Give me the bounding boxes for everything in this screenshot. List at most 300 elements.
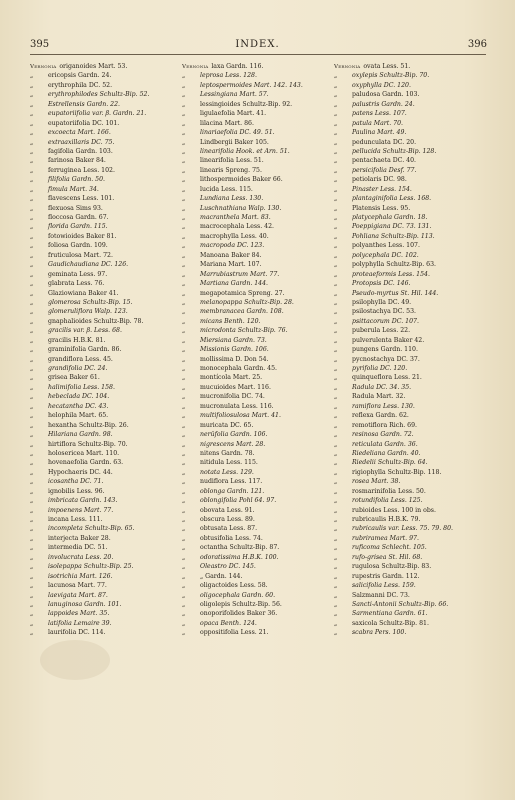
index-entry [30,156,182,165]
genus-marker: „ [182,516,186,523]
species-name: quinqueflora Less. 21. [352,374,422,382]
index-entry [182,213,334,222]
species-name: erythrophilodes Schultz-Bip. 52. [48,91,150,99]
genus-marker: „ [334,478,338,486]
index-entry [182,128,334,137]
index-entry [334,553,486,562]
index-entry [334,496,486,505]
genus-marker: „ [334,468,338,476]
species-name: halimifolia Less. 158. [48,383,115,391]
species-name: isolepappa Schultz-Bip. 25. [48,563,134,571]
index-entry [30,213,182,222]
species-name: foliosa Gardn. 109. [48,242,108,250]
index-entry [30,411,182,420]
genus-marker: „ [334,553,338,561]
index-entry [182,345,334,354]
genus-marker: „ [30,242,34,250]
index-entry [334,279,486,288]
species-name: Sarmentiana Gardn. 61. [352,610,428,618]
species-name: Poeppigiana DC. 73. 131. [352,223,432,231]
species-name: oppositifolia Less. 21. [200,629,269,637]
genus-marker: „ [334,242,338,250]
species-name: saxicola Schultz-Bip. 81. [352,619,429,627]
index-entry [334,572,486,581]
species-name: oligolepis Schultz-Bip. 56. [200,600,282,608]
genus-marker: „ [30,374,34,382]
index-entry [30,232,182,241]
index-entry [334,355,486,364]
genus-marker: „ [182,440,186,448]
species-name: rubricaulis H.B.K. 79. [352,516,421,523]
index-entry [182,402,334,411]
genus-marker: „ [182,204,186,212]
genus-marker: „ [334,251,338,259]
genus-marker: „ [334,506,338,514]
genus-marker: „ [30,214,34,221]
index-entry [334,62,486,71]
species-name: mucronulata Less. 116. [200,402,274,410]
species-name: oblonga Gardn. 121. [200,487,265,495]
species-name: onoporifolides Baker 36. [200,610,278,618]
genus-marker: „ [182,487,186,495]
index-entry [334,222,486,231]
index-entry [30,204,182,213]
genus-marker: „ [30,553,34,561]
genus-marker: „ [334,195,338,203]
species-name: origanoides Mart. 53. [59,63,128,70]
index-entry [30,543,182,552]
species-name: montícola Mart. 25. [200,374,263,382]
species-name: petiolaris DC. 98. [352,176,407,184]
species-name: Lindbergii Baker 105. [200,138,269,146]
index-entry [334,487,486,496]
genus-marker: „ [334,298,338,306]
index-entry [182,458,334,467]
genus-marker: „ [334,270,338,278]
species-name: grandiflora Less. 45. [48,355,113,363]
genus-marker: „ [334,459,338,467]
index-entry [182,156,334,165]
index-entry [182,515,334,524]
genus-marker: Vernonia [182,64,209,70]
index-entry [30,364,182,373]
genus-marker: „ [30,157,34,165]
index-entry [182,562,334,571]
index-entry [334,251,486,260]
species-name: laevigata Mart. 87. [48,591,108,599]
species-name: pulverulenta Baker 42. [352,336,425,344]
species-name: obtusata Less. 87. [200,525,258,533]
species-name: hirtiflora Schultz-Bip. 70. [48,440,128,448]
genus-marker: „ [30,534,34,542]
index-entry [334,156,486,165]
genus-marker: „ [334,129,338,137]
index-entry [30,515,182,524]
index-entry [182,506,334,515]
index-entry [30,81,182,90]
species-name: „ Gardn. 144. [200,572,243,580]
genus-marker: „ [30,232,34,240]
index-entry [30,373,182,382]
index-entry [334,289,486,298]
index-entry [182,289,334,298]
index-entry [334,185,486,194]
genus-marker: „ [182,525,186,533]
species-name: microdonta Schultz-Bip. 76. [200,327,288,335]
species-name: multifoliosulosa Mart. 41. [200,412,281,420]
genus-marker: „ [30,72,34,80]
species-name: intermedia DC. 51. [48,544,108,552]
index-entry [182,175,334,184]
species-name: hovenaefolia Gardn. 63. [48,459,124,467]
index-entry [334,109,486,118]
species-name: paludosa Gardn. 103. [352,91,420,99]
species-name: extraaxillaris DC. 75. [48,138,115,146]
index-entry [182,260,334,269]
index-entry [30,185,182,194]
index-entry [182,204,334,213]
species-name: plantaginifolia Less. 168. [352,195,432,203]
index-entry [182,279,334,288]
genus-marker: „ [334,355,338,363]
index-entry [30,392,182,401]
species-name: Missionis Gardn. 106. [200,346,269,354]
species-name: nitidula Less. 115. [200,459,258,467]
genus-marker: „ [182,431,186,439]
species-name: membranacea Gardn. 108. [200,308,284,316]
genus-marker: „ [182,393,186,401]
index-entry [30,175,182,184]
species-name: mucronifolia DC. 74. [200,393,265,401]
species-name: pentachaeta DC. 40. [352,157,416,165]
genus-marker: „ [30,298,34,306]
species-name: Estrellensis Gardn. 22. [48,100,121,108]
index-column-3 [334,62,486,638]
genus-marker: „ [334,138,338,146]
index-entry [182,90,334,99]
index-entry [334,373,486,382]
species-name: obovata Less. 91. [200,506,255,514]
genus-marker: „ [334,525,338,533]
genus-marker: „ [334,289,338,297]
species-name: macropoda DC. 123. [200,242,265,250]
species-name: flexuosa Sims 93. [48,204,103,212]
species-name: ramiflora Less. 130. [352,402,415,410]
genus-marker: „ [30,110,34,118]
species-name: Protopsis DC. 146. [352,280,411,288]
genus-marker: „ [30,516,34,523]
index-entry [182,609,334,618]
index-entry [30,119,182,128]
genus-marker: „ [182,232,186,240]
genus-marker: „ [30,317,34,325]
species-name: isotrichia Mart. 126. [48,572,113,580]
index-entry [182,71,334,80]
genus-marker: „ [182,553,186,561]
genus-marker: „ [182,261,186,269]
species-name: graminifolia Gardn. 86. [48,346,122,354]
index-entry [30,100,182,109]
index-entry [30,553,182,562]
index-entry [182,307,334,316]
index-entry [182,317,334,326]
index-entry [182,619,334,628]
species-name: gracilis H.B.K. 81. [48,336,106,344]
genus-marker: „ [182,402,186,410]
index-entry [334,402,486,411]
species-name: nitens Gardn. 78. [200,449,255,457]
species-name: lilacina Mart. 86. [200,119,254,127]
species-name: fagifolia Gardn. 103. [48,147,113,155]
genus-marker: „ [334,91,338,99]
index-entry [334,241,486,250]
genus-marker: „ [334,591,338,599]
index-entry [30,562,182,571]
genus-marker: „ [30,336,34,344]
species-name: polycephala DC. 102. [352,251,419,259]
genus-marker: „ [182,147,186,155]
genus-marker: „ [30,251,34,259]
genus-marker: „ [30,346,34,354]
species-name: polyanthes Less. 107. [352,242,420,250]
species-name: scabra Pers. 100. [352,629,407,637]
genus-marker: „ [30,393,34,401]
genus-marker: „ [182,600,186,608]
index-entry [334,194,486,203]
genus-marker: „ [334,610,338,618]
species-name: puberula Less. 22. [352,327,411,335]
index-entry [30,440,182,449]
genus-marker: „ [30,223,34,231]
species-name: macranthela Mart. 83. [200,214,271,221]
species-name: Pseudo-myrtus St. Hil. 144. [352,289,439,297]
genus-marker: „ [30,582,34,590]
index-entry [334,392,486,401]
index-entry [30,222,182,231]
species-name: Mariana Mart. 107. [200,261,262,269]
index-entry [30,496,182,505]
index-entry [30,600,182,609]
index-entry [334,458,486,467]
genus-marker: „ [30,440,34,448]
genus-marker: „ [30,478,34,486]
genus-marker: „ [334,582,338,590]
species-name: lappoides Mart. 35. [48,610,110,618]
genus-marker: „ [30,138,34,146]
genus-marker: „ [30,129,34,137]
genus-marker: „ [30,572,34,580]
index-entry [334,449,486,458]
index-entry [30,326,182,335]
index-entry [182,147,334,156]
genus-marker: „ [30,289,34,297]
genus-marker: „ [334,336,338,344]
index-entry [182,477,334,486]
species-name: glomeruliflora Walp. 123. [48,308,128,316]
species-name: psilostachya DC. 53. [352,308,417,316]
genus-marker: „ [334,431,338,439]
index-entry [182,628,334,637]
species-name: eupatoriifolia DC. 101. [48,119,120,127]
genus-marker: „ [334,232,338,240]
genus-marker: „ [334,497,338,505]
genus-marker: „ [30,431,34,439]
index-entry [30,383,182,392]
genus-marker: „ [334,619,338,627]
index-entry [334,204,486,213]
index-entry [334,128,486,137]
species-name: Gaudichaudiana DC. 126. [48,261,129,269]
genus-marker: „ [334,600,338,608]
genus-marker: „ [30,166,34,174]
index-entry [334,307,486,316]
species-name: leptospermoides Mart. 142. 143. [200,81,303,89]
species-name: oligocephala Gardn. 60. [200,591,276,599]
genus-marker: „ [182,563,186,571]
species-name: farinosa Baker 84. [48,157,106,165]
genus-marker: „ [30,619,34,627]
species-name: notata Less. 129. [200,468,254,476]
genus-marker: „ [334,204,338,212]
genus-marker: „ [182,289,186,297]
index-entry [182,430,334,439]
species-name: Hilariana Gardn. 98. [48,431,113,439]
species-name: rupestris Gardn. 112. [352,572,420,580]
genus-marker: „ [334,383,338,391]
index-entry [182,487,334,496]
index-entry [30,289,182,298]
genus-marker: Vernonia [30,64,57,70]
species-name: psittacorum DC. 107. [352,317,419,325]
page-number-left: 395 [30,39,50,50]
species-name: lithospermoides Baker 66. [200,176,283,184]
genus-marker: „ [30,100,34,108]
genus-marker: „ [182,582,186,590]
genus-marker: „ [182,176,186,184]
index-entry [182,421,334,430]
species-name: Riedelii Schultz-Bip. 64. [352,459,428,467]
species-name: rubriramea Mart. 97. [352,534,419,542]
species-name: Sancti-Antonii Schultz-Bip. 66. [352,600,449,608]
genus-marker: „ [30,629,34,637]
index-entry [182,534,334,543]
species-name: floccosa Gardn. 67. [48,214,109,221]
species-name: rotundifolia Less. 125. [352,497,423,505]
index-entry [30,487,182,496]
genus-marker: „ [30,308,34,316]
genus-marker: „ [30,525,34,533]
index-entry [182,524,334,533]
species-name: proteaeformis Less. 154. [352,270,430,278]
species-name: platycephala Gardn. 18. [352,214,428,221]
species-name: laurifolia DC. 114. [48,629,106,637]
genus-marker: „ [30,195,34,203]
species-name: Lundiana Less. 130. [200,195,264,203]
index-entry [182,440,334,449]
species-name: linearis Spreng. 75. [200,166,262,174]
index-entry [334,100,486,109]
species-name: gnaphalioides Schultz-Bip. 78. [48,317,144,325]
species-name: salicifolia Less. 159. [352,582,416,590]
genus-marker: „ [182,534,186,542]
genus-marker: „ [182,157,186,165]
species-name: ignobilis Less. 96. [48,487,105,495]
genus-marker: „ [334,147,338,155]
species-name: Lessingiana Mart. 57. [200,91,269,99]
genus-marker: „ [334,214,338,221]
genus-marker: „ [30,270,34,278]
index-entry [182,119,334,128]
index-entry [30,336,182,345]
index-entry [30,241,182,250]
genus-marker: „ [334,544,338,552]
species-name: ferruginea Less. 102. [48,166,115,174]
index-entry [30,109,182,118]
genus-marker: „ [30,468,34,476]
species-name: macrocephala Less. 42. [200,223,274,231]
species-name: geminata Less. 97. [48,270,108,278]
genus-marker: „ [30,506,34,514]
index-entry [30,421,182,430]
genus-marker: „ [182,223,186,231]
paper-stain [40,640,110,680]
genus-marker: „ [182,138,186,146]
genus-marker: „ [182,468,186,476]
index-entry [334,440,486,449]
species-name: helophila Mart. 65. [48,412,109,420]
genus-marker: „ [334,327,338,335]
index-entry [182,138,334,147]
species-name: rubricaulis var. Less. 75. 79. 80. [352,525,453,533]
genus-marker: Vernonia [334,64,361,70]
index-entry [30,534,182,543]
species-name: nigrescens Mart. 28. [200,440,266,448]
species-name: opaca Benth. 124. [200,619,257,627]
species-name: fimula Mart. 34. [48,185,99,193]
genus-marker: „ [182,72,186,80]
species-name: odoratissima H.B.K. 100. [200,553,279,561]
species-name: leprosa Less. 128. [200,72,257,80]
genus-marker: „ [182,346,186,354]
species-name: laxa Gardn. 116. [211,63,264,70]
index-entry [182,326,334,335]
index-entry [334,581,486,590]
genus-marker: „ [30,327,34,335]
index-entry [182,373,334,382]
species-name: pungens Gardn. 110. [352,346,418,354]
genus-marker: „ [30,402,34,410]
index-entry [334,524,486,533]
genus-marker: „ [30,563,34,571]
index-entry [182,496,334,505]
species-name: micans Benth. 120. [200,317,261,325]
genus-marker: „ [182,412,186,420]
species-name: hebeclada DC. 104. [48,393,110,401]
genus-marker: „ [182,317,186,325]
genus-marker: „ [182,383,186,391]
index-entry [182,581,334,590]
species-name: mucuioides Mart. 116. [200,383,271,391]
genus-marker: „ [334,261,338,269]
genus-marker: „ [30,459,34,467]
species-name: Hypochaeris DC. 44. [48,468,113,476]
species-name: obscura Less. 89. [200,516,255,523]
index-entry [334,628,486,637]
index-entry [182,251,334,260]
index-entry [334,270,486,279]
species-name: pyrifolia DC. 120. [352,365,408,372]
index-entry [182,185,334,194]
